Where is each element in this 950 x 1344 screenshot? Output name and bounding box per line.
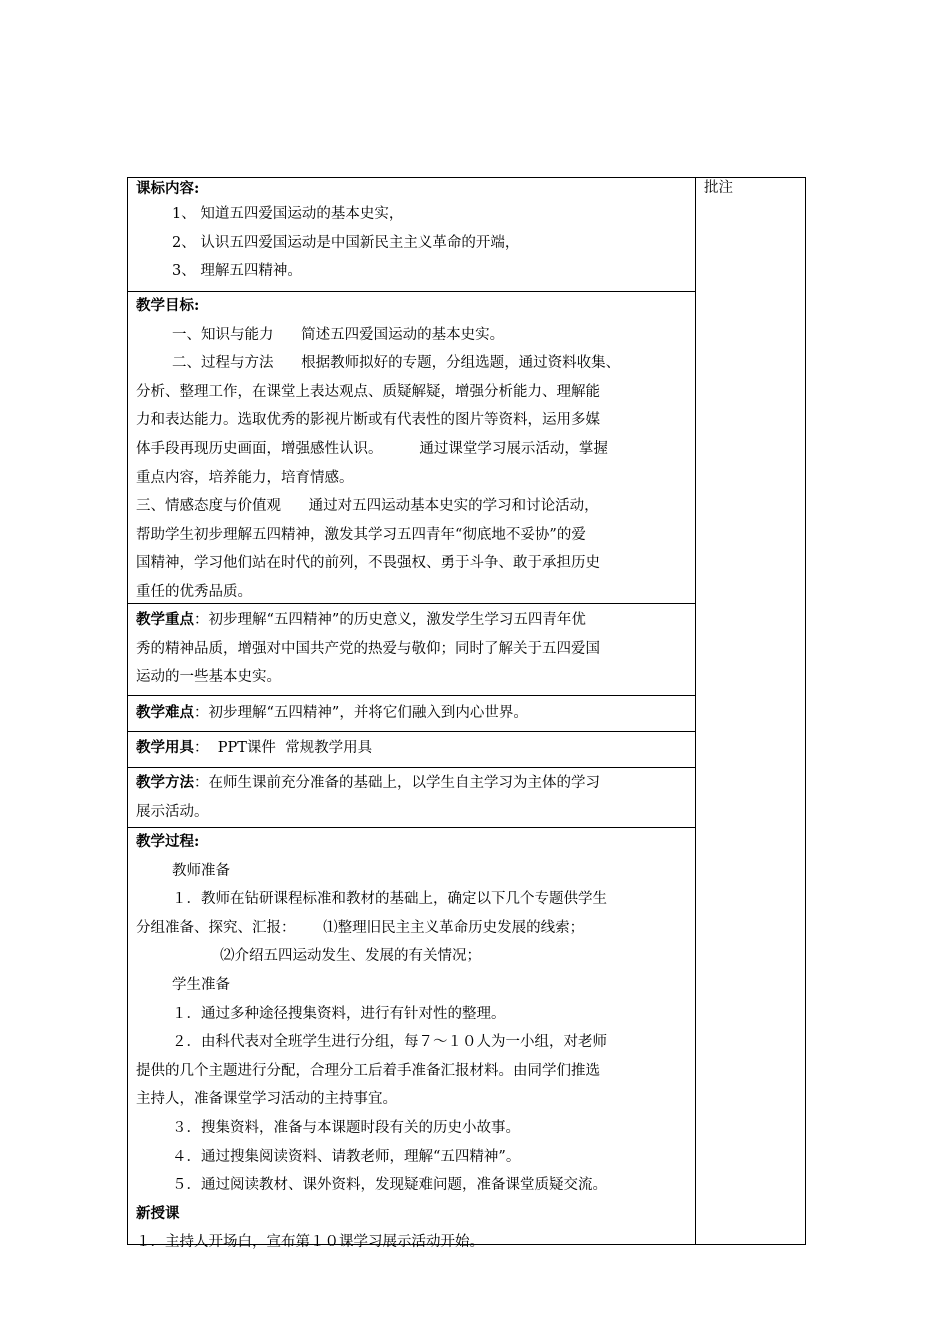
method-line: [136, 769, 687, 798]
teaching-process-section: [128, 828, 695, 1251]
key-points-line: 秀的精神品质，增强对中国共产党的热爱与敬仰；同时了解关于五四爱国: [136, 640, 600, 657]
teaching-goals-section: [128, 292, 695, 604]
key-points-label: 教学重点: [136, 611, 194, 628]
process-line: １．主持人开场白，宣布第１０课学习展示活动开始。: [136, 1234, 484, 1251]
teaching-goals-heading: 教学目标:: [136, 297, 200, 314]
process-line: １．教师在钻研课程标准和教材的基础上，确定以下几个专题供学生: [172, 891, 607, 908]
process-line: ２．由科代表对全班学生进行分组，每７～１０人为一小组，对老师: [172, 1034, 607, 1051]
teaching-tools-section: [128, 732, 695, 768]
process-line: 分组准备、探究、汇报： ⑴整理旧民主主义革命历史发展的线索；: [136, 919, 585, 936]
teaching-key-points-section: [128, 604, 695, 696]
teaching-method-section: [128, 768, 695, 828]
process-line: 主持人，准备课堂学习活动的主持事宜。: [136, 1091, 397, 1108]
standard-item: 2、 认识五四爱国运动是中国新民主主义革命的开端，: [172, 234, 520, 251]
goal-line: 国精神，学习他们站在时代的前列，不畏强权、勇于斗争、敢于承担历史: [136, 555, 600, 572]
teaching-difficulty-section: [128, 696, 695, 732]
goal-line: 体手段再现历史画面，增强感性认识。 通过课堂学习展示活动，掌握: [136, 440, 608, 457]
standard-item: 1、 知道五四爱国运动的基本史实，: [172, 206, 404, 222]
process-line: ５．通过阅读教材、课外资料，发现疑难问题，准备课堂质疑交流。: [172, 1177, 607, 1194]
method-label: 教学方法: [136, 774, 194, 791]
process-line: ４．通过搜集阅读资料、请教老师，理解“五四精神”。: [172, 1148, 521, 1165]
process-line: ３．搜集资料，准备与本课题时段有关的历史小故事。: [172, 1119, 520, 1136]
method-line: 展示活动。: [136, 803, 209, 820]
tools-label: 教学用具: [136, 739, 194, 756]
annotation-column: [696, 178, 805, 1244]
goal-line: 力和表达能力。选取优秀的影视片断或有代表性的图片等资料，运用多媒: [136, 412, 600, 429]
tools-line: [136, 734, 687, 763]
goal-line: 一、知识与能力 简述五四爱国运动的基本史实。: [172, 326, 505, 343]
goal-line: 二、过程与方法 根据教师拟好的专题，分组选题，通过资料收集、: [172, 355, 621, 372]
student-prep-heading: 学生准备: [172, 976, 230, 993]
new-lesson-heading: 新授课: [136, 1204, 180, 1222]
goal-line: 帮助学生初步理解五四精神，激发其学习五四青年“彻底地不妥协”的爱: [136, 526, 586, 543]
standard-item: 3、 理解五四精神。: [172, 263, 302, 280]
curriculum-standard-heading: 课标内容:: [136, 180, 200, 197]
curriculum-standard-section: [128, 178, 695, 292]
process-line: ⑵介绍五四运动发生、发展的有关情况；: [220, 948, 481, 965]
teaching-process-heading: 教学过程:: [136, 833, 200, 850]
key-points-line: 运动的一些基本史实。: [136, 669, 281, 686]
key-points-line: [136, 606, 687, 635]
goal-line: 重任的优秀品质。: [136, 583, 252, 600]
teacher-prep-heading: 教师准备: [172, 862, 230, 879]
process-line: １．通过多种途径搜集资料，进行有针对性的整理。: [172, 1005, 506, 1022]
goal-line: 分析、整理工作，在课堂上表达观点、质疑解疑，增强分析能力、理解能: [136, 383, 600, 400]
method-text: ：在师生课前充分准备的基础上，以学生自主学习为主体的学习: [194, 775, 600, 791]
goal-line: 三、情感态度与价值观 通过对五四运动基本史实的学习和讨论活动，: [136, 498, 599, 515]
lesson-plan-table: [127, 177, 806, 1251]
tools-text: ： PPT课件 常规教学用具: [194, 740, 373, 756]
key-points-text: ：初步理解“五四精神”的历史意义，激发学生学习五四青年优: [194, 612, 586, 628]
annotation-label: 批注: [704, 180, 733, 196]
goal-line: 重点内容，培养能力，培育情感。: [136, 469, 354, 486]
difficulty-line: [136, 699, 687, 728]
process-line: 提供的几个主题进行分配，合理分工后着手准备汇报材料。由同学们推选: [136, 1062, 600, 1079]
difficulty-text: ：初步理解“五四精神”，并将它们融入到内心世界。: [194, 705, 528, 721]
difficulty-label: 教学难点: [136, 704, 194, 721]
main-column: [128, 178, 696, 1251]
